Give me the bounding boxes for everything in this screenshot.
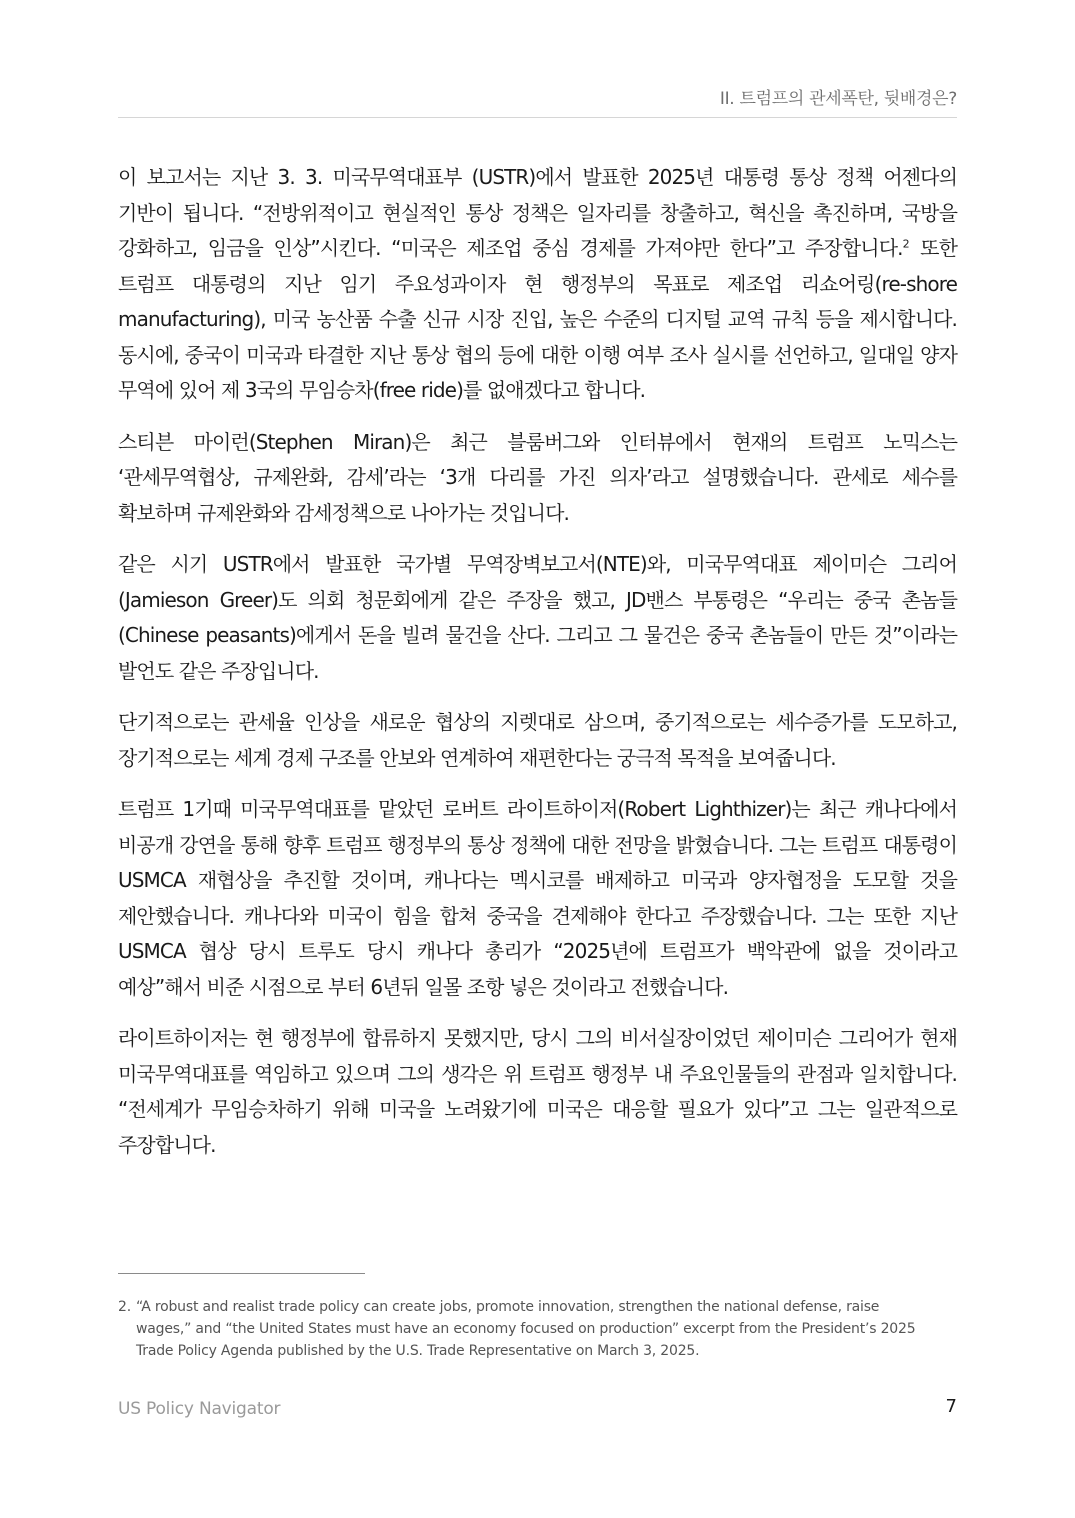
paragraph-1-text: 이 보고서는 지난 3. 3. 미국무역대표부 (USTR)에서 발표한 2025년 대통령 통상 정책 어젠다의 기반이 됩니다. “전방위적이고 현실적인 통상 정책은 일자리를 창출하고, 혁신을 촉진하며, 국방을 강화하고, 임금을 인상”시킨다. “미국은 제조업 중심 경제를 가져야만 한다”고 주장합니다.	[118, 165, 957, 260]
paragraph-4: 단기적으로는 관세율 인상을 새로운 협상의 지렛대로 삼으며, 중기적으로는 세수증가를 도모하고, 장기적으로는 세계 경제 구조를 안보와 연계하여 재편한다는 궁극적 목적을 보여줍니다.	[118, 710, 957, 770]
paragraph-1	[118, 160, 957, 409]
paragraph-6: 라이트하이저는 현 행정부에 합류하지 못했지만, 당시 그의 비서실장이었던 제이미슨 그리어가 현재 미국무역대표를 역임하고 있으며 그의 생각은 위 트럼프 행정부 내 주요인물들의 관점과 일치합니다. “전세계가 무임승차하기 위해 미국을 노려왔기에 미국은 대응할 필요가 있다”고 그는 일관적으로 주장합니다.	[118, 1026, 957, 1157]
paragraph-5: 트럼프 1기때 미국무역대표를 맡았던 로버트 라이트하이저(Robert Lighthizer)는 최근 캐나다에서 비공개 강연을 통해 향후 트럼프 행정부의 통상 정책에 대한 전망을 밝혔습니다. 그는 트럼프 대통령이 USMCA 재협상을 추진할 것이며, 캐나다는 멕시코를 배제하고 미국과 양자협정을 도모할 것을 제안했습니다. 캐나다와 미국이 힘을 합쳐 중국을 견제해야 한다고 주장했습니다. 그는 또한 지난 USMCA 협상 당시 트루도 당시 캐나다 총리가 “2025년에 트럼프가 백악관에 없을 것이라고 예상”해서 비준 시점으로 부터 6년뒤 일몰 조항 넣은 것이라고 전했습니다.	[118, 797, 957, 999]
body-text	[118, 160, 957, 1179]
footnote	[118, 1296, 938, 1362]
footer-publication-name: US Policy Navigator	[118, 1399, 281, 1419]
header-divider	[118, 117, 957, 118]
footnote-reference[interactable]: 2	[902, 237, 910, 251]
paragraph-3: 같은 시기 USTR에서 발표한 국가별 무역장벽보고서(NTE)와, 미국무역대표 제이미슨 그리어(Jamieson Greer)도 의회 청문회에게 같은 주장을 했고, JD밴스 부통령은 “우리는 중국 촌놈들(Chinese peasants)에게서 돈을 빌려 물건을 산다. 그리고 그 물건은 중국 촌놈들이 만든 것”이라는 발언도 같은 주장입니다.	[118, 552, 957, 683]
footnote-number: 2.	[118, 1299, 131, 1315]
running-header: II. 트럼프의 관세폭탄, 뒷배경은?	[719, 89, 957, 109]
paragraph-2: 스티븐 마이런(Stephen Miran)은 최근 블룸버그와 인터뷰에서 현재의 트럼프 노믹스는 ‘관세무역협상, 규제완화, 감세’라는 ‘3개 다리를 가진 의자’라고 설명했습니다. 관세로 세수를 확보하며 규제완화와 감세정책으로 나아가는 것입니다.	[118, 429, 957, 525]
paragraph-1-continuation: 또한 트럼프 대통령의 지난 임기 주요성과이자 현 행정부의 목표로 제조업 리쇼어링(re-shore manufacturing), 미국 농산품 수출 신규 시장 진입, 높은 수준의 디지털 교역 규칙 등을 제시합니다. 동시에, 중국이 미국과 타결한 지난 통상 협의 등에 대한 이행 여부 조사 실시를 선언하고, 일대일 양자 무역에 있어 제 3국의 무임승차(free ride)를 없애겠다고 합니다.	[118, 236, 957, 402]
footnote-text: “A robust and realist trade policy can create jobs, promote innovation, strengthen the national defense, raise wages,” and “the United States must have an economy focused on production” excerpt from the President’s 2025 Trade Policy Agenda published by the U.S. Trade Representative on March 3, 2025.	[136, 1299, 916, 1359]
footnote-divider	[118, 1273, 365, 1274]
page-number: 7	[945, 1396, 957, 1417]
